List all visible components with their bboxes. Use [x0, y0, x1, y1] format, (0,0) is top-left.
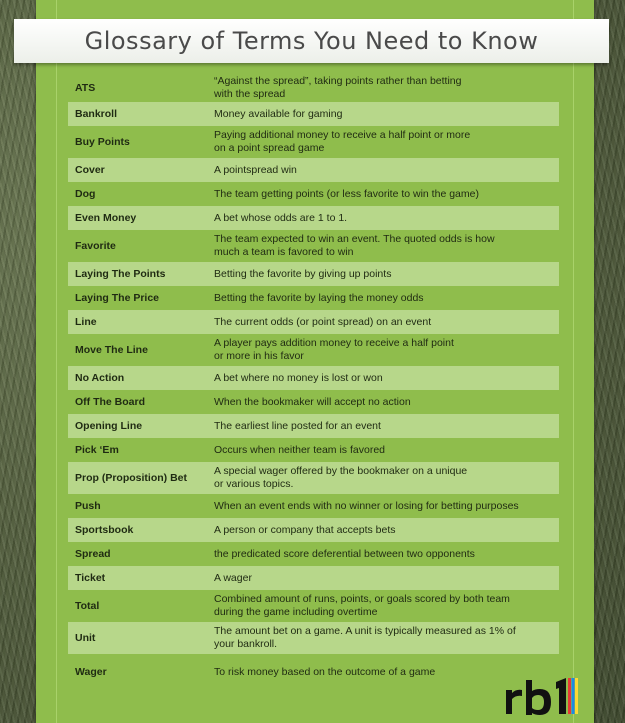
glossary-term: Cover	[75, 164, 105, 176]
glossary-term: Bankroll	[75, 108, 118, 120]
glossary-definition: A person or company that accepts bets	[214, 523, 396, 536]
glossary-definition: Betting the favorite by laying the money odds	[214, 291, 424, 304]
glossary-definition: When an event ends with no winner or losing for betting purposes	[214, 499, 519, 512]
glossary-row	[68, 73, 559, 102]
glossary-definition: A pointspread win	[214, 163, 297, 176]
glossary-term: Line	[75, 316, 97, 328]
glossary-definition: The team expected to win an event. The quoted odds is how much a team is favored to win	[214, 233, 495, 258]
glossary-row	[68, 366, 559, 390]
glossary-definition: the predicated score deferential between two opponents	[214, 547, 475, 560]
glossary-term: Ticket	[75, 572, 106, 584]
glossary-definition: The amount bet on a game. A unit is typically measured as 1% of your bankroll.	[214, 625, 516, 650]
glossary-definition: A bet whose odds are 1 to 1.	[214, 211, 348, 224]
glossary-definition: When the bookmaker will accept no action	[214, 395, 411, 408]
glossary-row	[68, 462, 559, 494]
glossary-row	[68, 230, 559, 262]
glossary-definition: To risk money based on the outcome of a game	[214, 665, 436, 678]
glossary-row	[68, 542, 559, 566]
page-title: Glossary of Terms You Need to Know	[84, 27, 539, 55]
glossary-row	[68, 206, 559, 230]
glossary-term: Laying The Price	[75, 292, 160, 304]
glossary-term: Move The Line	[75, 344, 148, 356]
glossary-term: Even Money	[75, 212, 137, 224]
glossary-term: Prop (Proposition) Bet	[75, 472, 187, 484]
glossary-definition: The earliest line posted for an event	[214, 419, 381, 432]
glossary-row	[68, 494, 559, 518]
glossary-term: Total	[75, 600, 100, 612]
glossary-row	[68, 158, 559, 182]
glossary-row	[68, 518, 559, 542]
glossary-definition: The current odds (or point spread) on an event	[214, 315, 432, 328]
glossary-row	[68, 654, 559, 690]
glossary-definition: “Against the spread”, taking points rather than betting with the spread	[214, 74, 462, 100]
glossary-row	[68, 262, 559, 286]
glossary-term: Sportsbook	[75, 524, 134, 536]
glossary-definition: Betting the favorite by giving up points	[214, 267, 392, 280]
glossary-table	[68, 73, 559, 690]
glossary-definition: Paying additional money to receive a half point or more on a point spread game	[214, 129, 471, 154]
glossary-definition: A bet where no money is lost or won	[214, 371, 383, 384]
glossary-term: Dog	[75, 188, 96, 200]
glossary-definition: A player pays addition money to receive a half point or more in his favor	[214, 337, 454, 362]
glossary-row	[68, 310, 559, 334]
glossary-term: Favorite	[75, 240, 116, 252]
glossary-term: No Action	[75, 372, 125, 384]
glossary-row	[68, 102, 559, 126]
glossary-row	[68, 334, 559, 366]
glossary-definition: Occurs when neither team is favored	[214, 443, 385, 456]
glossary-term: Unit	[75, 632, 96, 644]
glossary-row	[68, 438, 559, 462]
title-banner	[14, 19, 609, 63]
glossary-definition: Money available for gaming	[214, 107, 343, 120]
glossary-row	[68, 286, 559, 310]
glossary-definition: A wager	[214, 571, 252, 584]
glossary-row	[68, 414, 559, 438]
glossary-row	[68, 622, 559, 654]
glossary-definition: A special wager offered by the bookmaker on a unique or various topics.	[214, 465, 468, 490]
glossary-term: Spread	[75, 548, 111, 560]
glossary-term: Off The Board	[75, 396, 145, 408]
glossary-term: Opening Line	[75, 420, 143, 432]
glossary-row	[68, 182, 559, 206]
glossary-definition: The team getting points (or less favorite to win the game)	[214, 187, 479, 200]
glossary-row	[68, 590, 559, 622]
glossary-term: Push	[75, 500, 101, 512]
glossary-term: Laying The Points	[75, 268, 166, 280]
glossary-row	[68, 390, 559, 414]
glossary-term: Wager	[75, 666, 107, 678]
glossary-term: Pick ‘Em	[75, 444, 119, 456]
glossary-term: Buy Points	[75, 136, 130, 148]
glossary-term: ATS	[75, 81, 96, 94]
glossary-row	[68, 566, 559, 590]
glossary-definition: Combined amount of runs, points, or goals scored by both team during the game including overtime	[214, 593, 510, 618]
rb1-logo	[504, 676, 580, 716]
glossary-row	[68, 126, 559, 158]
